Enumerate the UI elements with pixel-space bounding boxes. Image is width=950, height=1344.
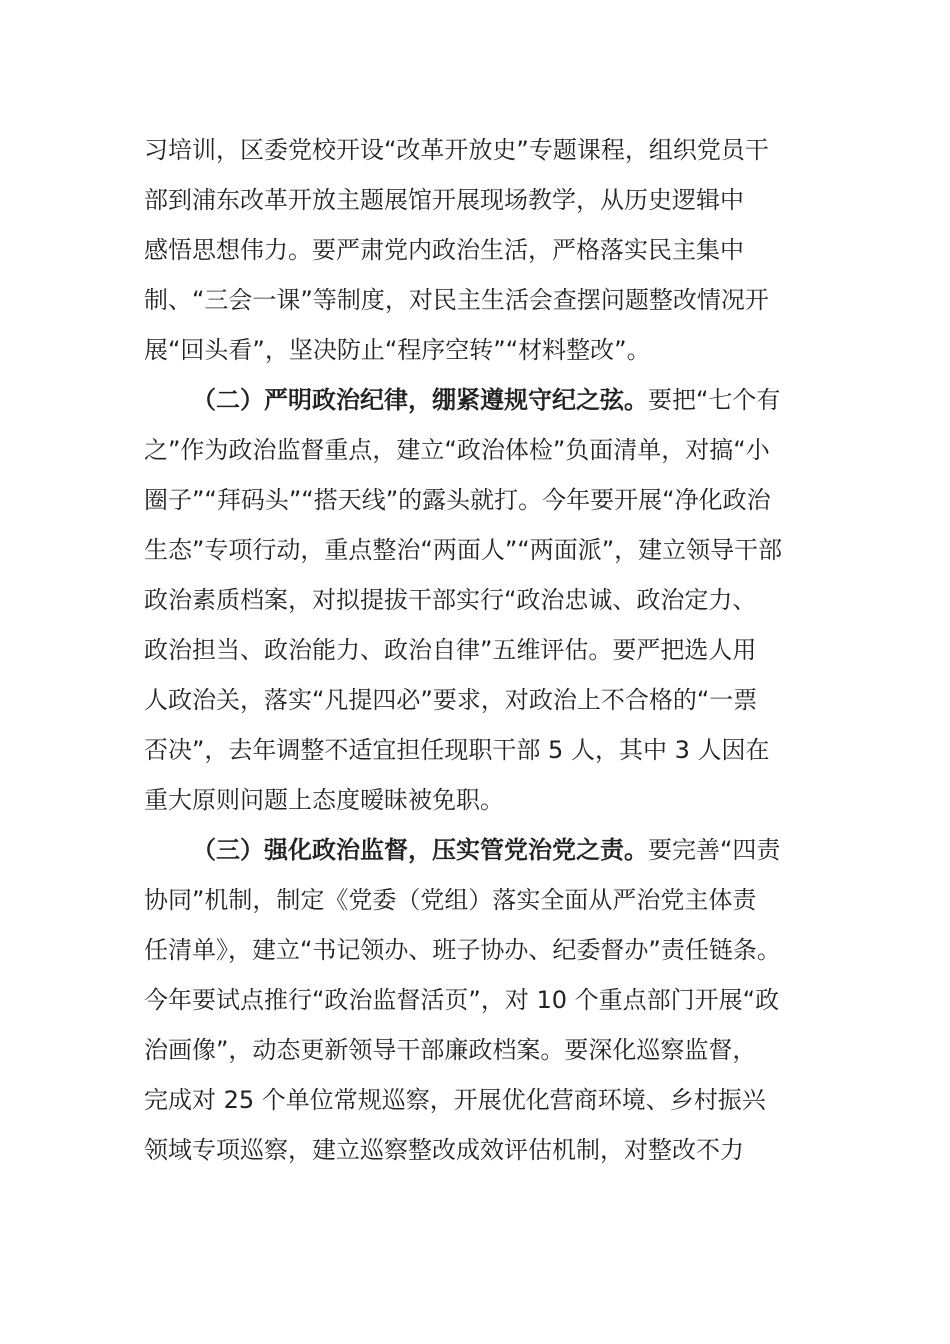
paragraph-3 <box>144 825 814 1175</box>
text-run: 要把“七个有 <box>648 386 781 414</box>
text-line: 政治素质档案，对拟提拔干部实行“政治忠诚、政治定力、 <box>144 586 757 614</box>
text-line: 政治担当、政治能力、政治自律”五维评估。要严把选人用 <box>144 636 757 664</box>
text-line: 今年要试点推行“政治监督活页”，对 10 个重点部门开展“政 <box>144 986 780 1014</box>
text-line: 之”作为政治监督重点，建立“政治体检”负面清单，对搞“小 <box>144 436 770 464</box>
paragraph-first-line <box>144 825 814 875</box>
paragraph-2 <box>144 375 814 825</box>
text-line: 人政治关，落实“凡提四必”要求，对政治上不合格的“一票 <box>144 686 758 714</box>
paragraph-first-line <box>144 375 814 425</box>
text-run: 要完善“四责 <box>648 836 781 864</box>
text-line: 否决”，去年调整不适宜担任现职干部 5 人，其中 3 人因在 <box>144 736 770 764</box>
section-heading: （二）严明政治纪律，绷紧遵规守纪之弦。 <box>192 386 648 414</box>
document-body <box>144 125 814 1175</box>
paragraph-1 <box>144 125 814 375</box>
section-heading: （三）强化政治监督，压实管党治党之责。 <box>192 836 648 864</box>
text-line: 制、“三会一课”等制度，对民主生活会查摆问题整改情况开 <box>144 286 769 314</box>
text-line: 感悟思想伟力。要严肃党内政治生活，严格落实民主集中 <box>144 236 744 264</box>
text-line: 任清单》，建立“书记领办、班子协办、纪委督办”责任链条。 <box>144 936 781 964</box>
text-line: 重大原则问题上态度暧昧被免职。 <box>144 786 504 814</box>
text-line: 部到浦东改革开放主题展馆开展现场教学，从历史逻辑中 <box>144 186 744 214</box>
text-line: 完成对 25 个单位常规巡察，开展优化营商环境、乡村振兴 <box>144 1086 766 1114</box>
text-line: 展“回头看”，坚决防止“程序空转”“材料整改”。 <box>144 336 651 364</box>
text-line: 治画像”，动态更新领导干部廉政档案。要深化巡察监督， <box>144 1036 757 1064</box>
text-line: 协同”机制，制定《党委（党组）落实全面从严治党主体责 <box>144 886 757 914</box>
text-line: 生态”专项行动，重点整治“两面人”“两面派”，建立领导干部 <box>144 536 783 564</box>
text-line: 领域专项巡察，建立巡察整改成效评估机制，对整改不力 <box>144 1136 744 1164</box>
text-line: 习培训，区委党校开设“改革开放史”专题课程，组织党员干 <box>144 136 769 164</box>
text-line: 圈子”“拜码头”“搭天线”的露头就打。今年要开展“净化政治 <box>144 486 771 514</box>
